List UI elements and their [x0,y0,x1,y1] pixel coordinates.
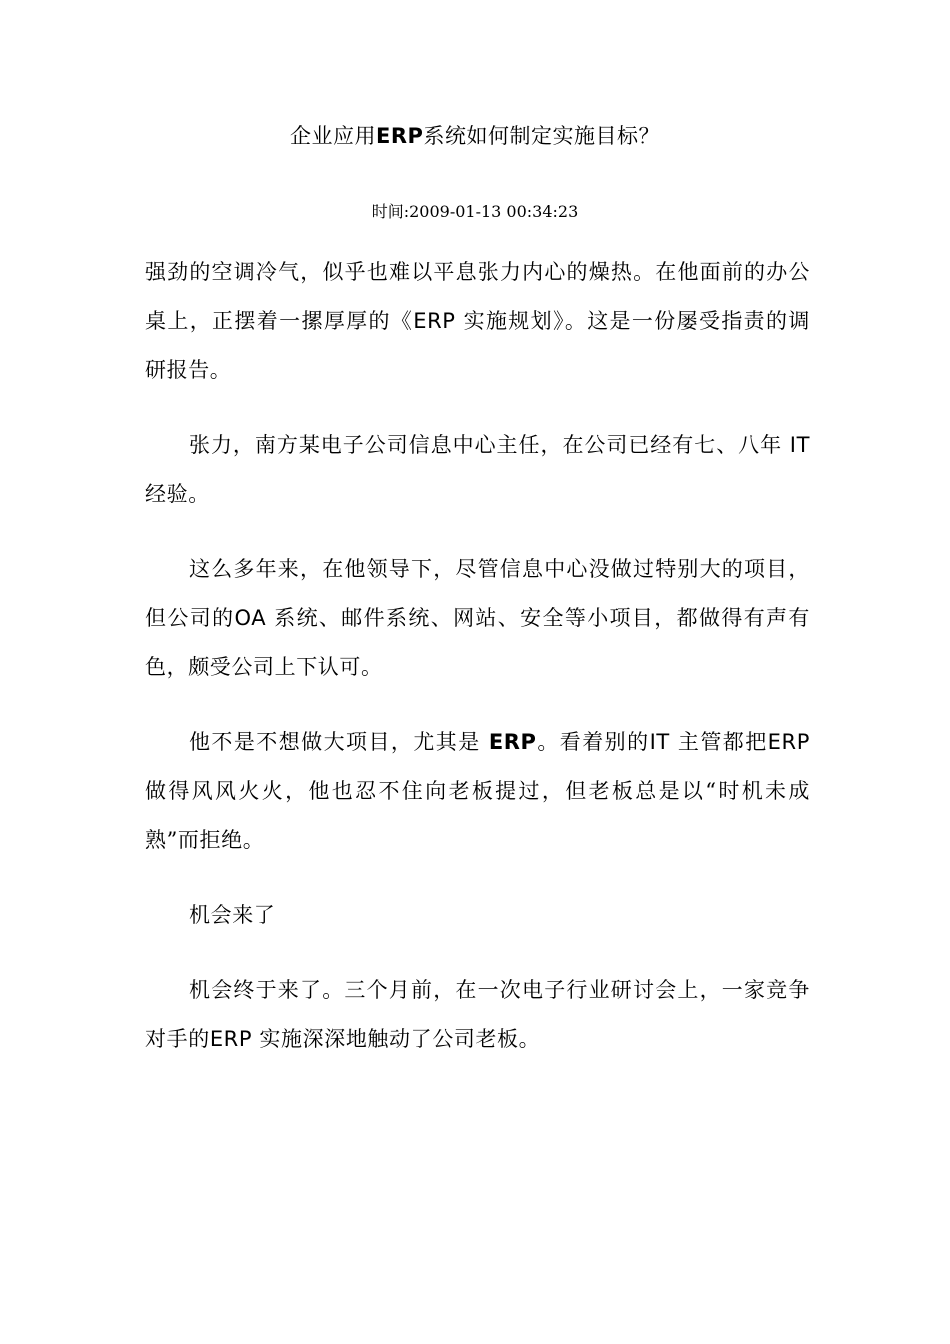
text-segment: 经验。 [145,482,210,506]
text-segment: 他不是不想做大项目，尤其是 [189,730,481,754]
paragraph-6 [145,966,810,1064]
paragraph-1 [145,248,810,395]
article-body [145,248,810,1090]
text-segment: 机会终于来了。三个月前，在一次电子行业研讨会上，一家竞争对手的 [145,978,810,1051]
text-segment: ERP [767,730,810,754]
text-segment: 做得风风火火，他也忍不住向老板提过，但老板总是以“时机未成熟”而拒绝。 [145,779,810,852]
publish-timestamp: 时间:2009-01-13 00:34:23 [371,202,579,221]
text-segment: 系统、邮件系统、网站、安全等小项目，都做得有声有色，颇受公司上下认可。 [145,606,811,679]
paragraph-3 [145,545,810,692]
text-segment: 实施深深地触动了公司老板。 [259,1027,541,1051]
title-emphasis: ERP [376,124,424,148]
text-segment: OA [234,606,267,630]
text-segment: ERP [488,730,537,754]
text-segment: 机会来了 [189,903,276,927]
text-segment: 张力，南方某电子公司信息中心主任，在公司已经有七、八年 [189,433,783,457]
text-segment: IT [789,433,811,457]
text-segment: 实施规划》。这是一份屡受指责的调研报告。 [145,309,810,382]
text-segment: 强劲的空调冷气，似乎也难以平息张力内心的燥热。在他面前的办公桌上，正摆着一摞厚厚的《 [145,260,810,333]
paragraph-2 [145,421,810,519]
text-segment: IT [649,730,670,754]
article-title [0,118,950,154]
text-segment: ERP [413,309,456,333]
title-suffix: 系统如何制定实施目标？ [423,124,660,148]
text-segment: 这么多年来，在他领导下，尽管信息中心没做过特别大的项目，但公司的 [145,557,810,630]
paragraph-4 [145,718,810,865]
text-segment: 主管都把 [677,730,768,754]
text-segment: 。看着别的 [536,730,650,754]
title-prefix: 企业应用 [290,124,377,148]
text-segment: ERP [209,1027,253,1051]
section-heading [145,891,810,940]
